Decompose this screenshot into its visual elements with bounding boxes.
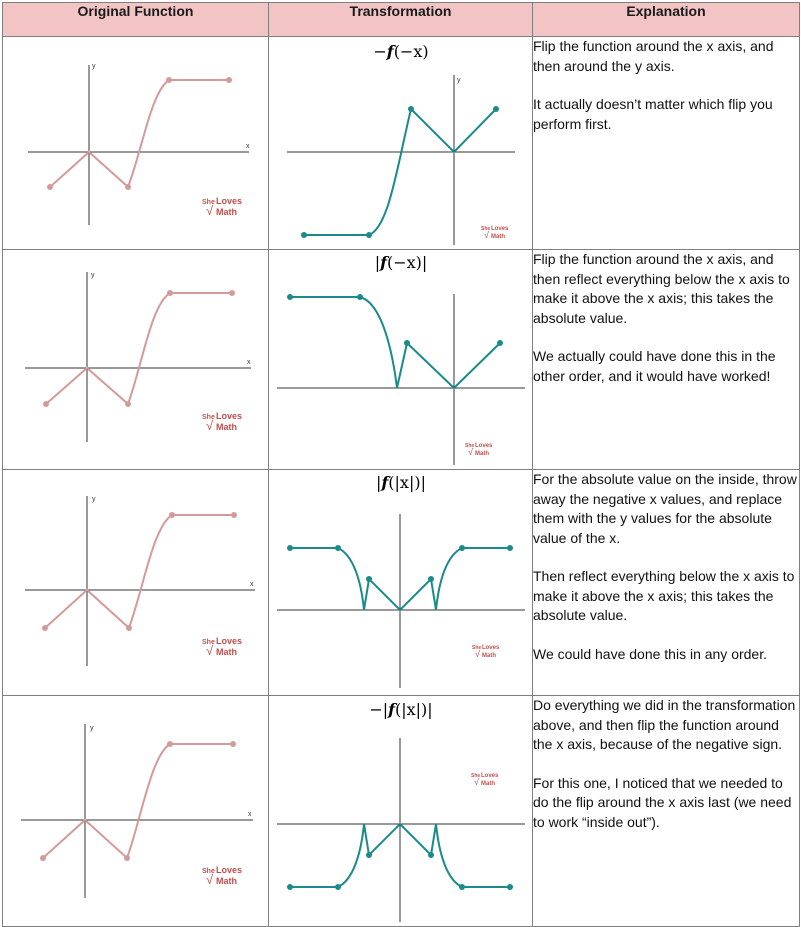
transform-graph-cell bbox=[269, 37, 533, 250]
svg-text:Loves: Loves bbox=[482, 645, 500, 651]
original-graph bbox=[3, 37, 269, 249]
header-row bbox=[3, 3, 800, 37]
svg-text:y: y bbox=[92, 496, 96, 503]
svg-text:She: She bbox=[472, 645, 482, 651]
original-curve bbox=[50, 80, 229, 187]
data-point bbox=[226, 77, 232, 83]
data-point bbox=[47, 184, 53, 190]
header-transformation: Transformation bbox=[269, 3, 533, 37]
svg-text:She: She bbox=[471, 773, 481, 779]
svg-text:x: x bbox=[250, 581, 254, 588]
svg-text:Math: Math bbox=[482, 653, 496, 659]
watermark-logo bbox=[481, 226, 509, 240]
transform-curve bbox=[290, 297, 500, 388]
data-point bbox=[408, 106, 414, 112]
svg-text:x: x bbox=[247, 359, 251, 366]
explanation-paragraph: Then reflect everything below the x axis to make it above the x axis; this takes the absolute value. bbox=[533, 568, 795, 623]
table-row bbox=[3, 37, 800, 250]
svg-text:Loves: Loves bbox=[216, 865, 243, 875]
svg-text:x: x bbox=[248, 811, 252, 818]
y-axis-label: y bbox=[92, 63, 96, 70]
explanation-cell bbox=[533, 37, 800, 250]
transform-formula: |f(−x)| bbox=[374, 253, 428, 272]
svg-text:√: √ bbox=[474, 777, 479, 787]
explanation-paragraph: We could have done this in any order. bbox=[533, 645, 768, 662]
svg-text:√: √ bbox=[206, 643, 214, 658]
transform-formula: −f(−x) bbox=[373, 42, 429, 61]
transform-graph-cell bbox=[269, 250, 533, 470]
svg-text:√: √ bbox=[206, 203, 214, 218]
svg-text:She: She bbox=[202, 868, 215, 875]
svg-text:√: √ bbox=[206, 872, 214, 887]
watermark-logo bbox=[471, 773, 499, 787]
data-point bbox=[493, 106, 499, 112]
table-row bbox=[3, 696, 800, 927]
watermark-logo bbox=[202, 865, 242, 887]
original-curve bbox=[43, 744, 233, 858]
original-curve bbox=[45, 515, 234, 628]
svg-text:Math: Math bbox=[216, 422, 237, 432]
transform-graph-cell bbox=[269, 470, 533, 696]
svg-text:Math: Math bbox=[481, 781, 495, 787]
transform-graph bbox=[269, 696, 533, 926]
svg-text:y: y bbox=[91, 272, 95, 279]
watermark-logo bbox=[472, 645, 500, 659]
explanation-cell bbox=[533, 470, 800, 696]
svg-text:Math: Math bbox=[491, 234, 505, 240]
svg-text:√: √ bbox=[206, 418, 214, 433]
svg-text:She: She bbox=[202, 199, 215, 206]
explanation-cell bbox=[533, 250, 800, 470]
transform-graph-cell bbox=[269, 696, 533, 927]
svg-text:Math: Math bbox=[216, 647, 237, 657]
svg-text:y: y bbox=[90, 725, 94, 732]
svg-text:She: She bbox=[202, 414, 215, 421]
header-explanation: Explanation bbox=[533, 3, 800, 37]
transform-graph bbox=[269, 470, 533, 695]
svg-text:Math: Math bbox=[475, 451, 489, 457]
watermark-logo bbox=[202, 411, 242, 433]
original-graph bbox=[3, 696, 269, 926]
x-axis-label: x bbox=[246, 143, 250, 150]
svg-text:√: √ bbox=[484, 230, 489, 240]
explanation-paragraph: For this one, I noticed that we needed to do the flip around the x axis last (we need to work “inside out”). bbox=[533, 774, 792, 830]
explanation-paragraph: Flip the function around the x axis, and then reflect everything below the x axis to make it above the x axis; this takes the absolute value. bbox=[533, 251, 790, 326]
explanation-paragraph: Do everything we did in the transformation above, and then flip the function around the x axis, because of the negative sign. bbox=[533, 697, 796, 752]
svg-text:Loves: Loves bbox=[491, 226, 509, 232]
svg-text:Loves: Loves bbox=[481, 773, 499, 779]
svg-text:√: √ bbox=[468, 447, 473, 457]
explanation-paragraph: We actually could have done this in the other order, and it would have worked! bbox=[533, 348, 776, 384]
original-curve bbox=[46, 293, 232, 404]
table-row bbox=[3, 470, 800, 696]
y-axis-label: y bbox=[457, 77, 461, 84]
transformations-table bbox=[2, 2, 800, 927]
transform-formula: |f(|x|)| bbox=[376, 473, 426, 492]
watermark-logo bbox=[465, 443, 493, 457]
svg-text:√: √ bbox=[475, 649, 480, 659]
original-graph-cell bbox=[3, 250, 269, 470]
watermark-logo bbox=[202, 196, 242, 218]
transform-graph bbox=[269, 37, 533, 249]
svg-text:Loves: Loves bbox=[216, 196, 243, 206]
svg-text:Math: Math bbox=[216, 876, 237, 886]
transform-curve bbox=[304, 109, 496, 235]
transform-formula: −|f(|x|)| bbox=[369, 700, 433, 719]
explanation-paragraph: It actually doesn’t matter which flip you perform first. bbox=[533, 96, 773, 132]
explanation-paragraph: Flip the function around the x axis, and then around the y axis. bbox=[533, 38, 774, 74]
original-graph bbox=[3, 470, 269, 695]
data-point bbox=[125, 184, 131, 190]
table-row bbox=[3, 250, 800, 470]
transform-graph bbox=[269, 250, 533, 469]
explanation-paragraph: For the absolute value on the inside, throw away the negative x values, and replace them with the y values for the absolute value of the x. bbox=[533, 471, 797, 546]
explanation-cell bbox=[533, 696, 800, 927]
data-point bbox=[166, 77, 172, 83]
header-original-function: Original Function bbox=[3, 3, 269, 37]
original-graph-cell bbox=[3, 37, 269, 250]
data-point bbox=[301, 232, 307, 238]
watermark-logo bbox=[202, 636, 242, 658]
original-graph-cell bbox=[3, 470, 269, 696]
svg-text:She: She bbox=[465, 443, 475, 449]
svg-text:Loves: Loves bbox=[475, 443, 493, 449]
svg-text:Math: Math bbox=[216, 207, 237, 217]
data-point bbox=[366, 232, 372, 238]
svg-text:She: She bbox=[481, 226, 491, 232]
svg-text:Loves: Loves bbox=[216, 411, 243, 421]
svg-text:Loves: Loves bbox=[216, 636, 243, 646]
original-graph bbox=[3, 250, 269, 469]
original-graph-cell bbox=[3, 696, 269, 927]
svg-text:She: She bbox=[202, 639, 215, 646]
